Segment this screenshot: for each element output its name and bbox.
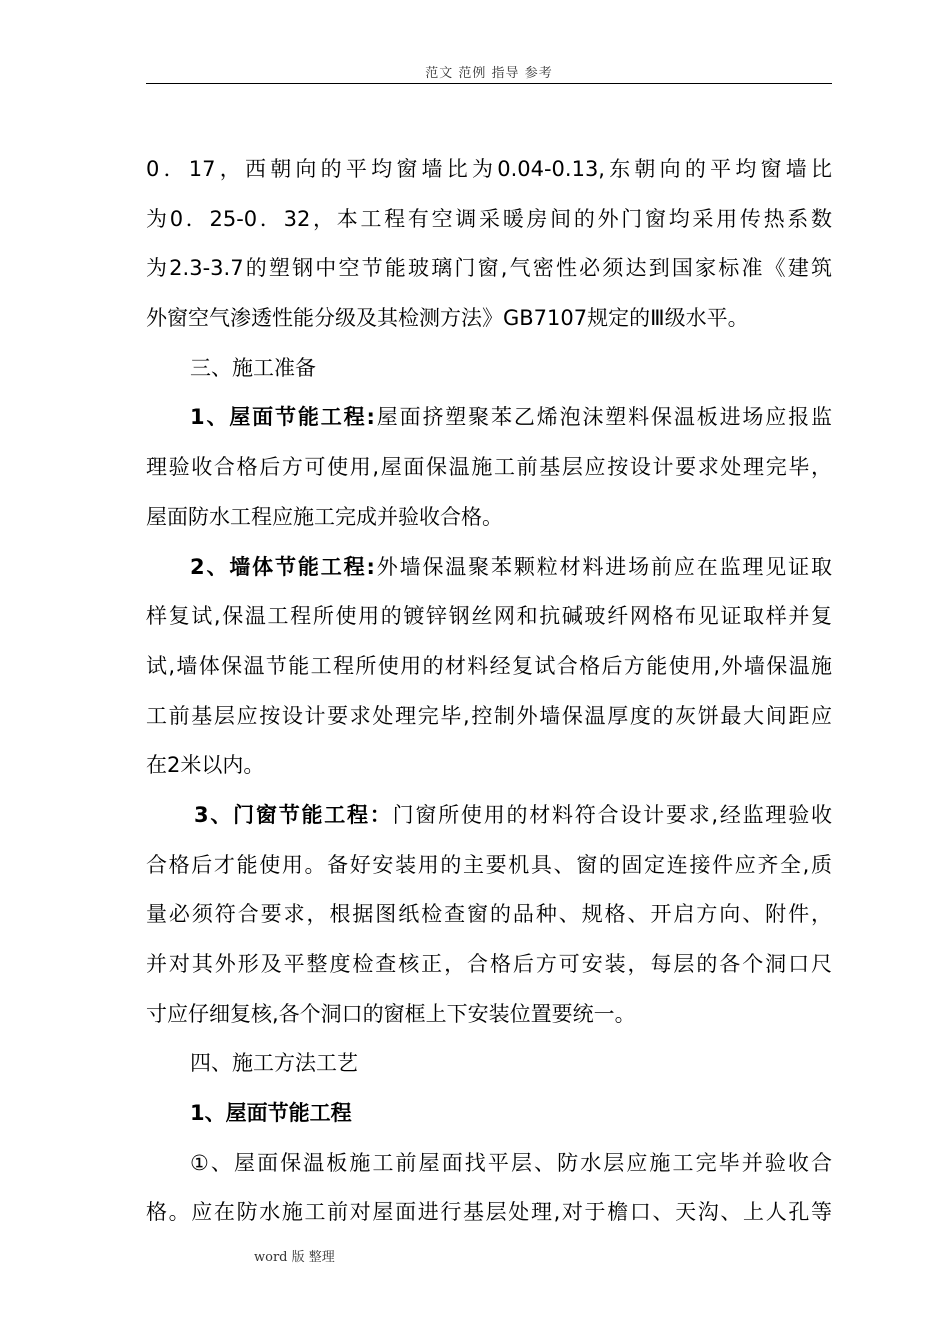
line-text: 在2米以内。 xyxy=(146,753,265,778)
line-text: 合格后才能使用。备好安装用的主要机具、窗的固定连接件应齐全,质 xyxy=(146,852,832,877)
heading-text: 四、施工方法工艺 xyxy=(190,1051,358,1076)
line-text: 屋面挤塑聚苯乙烯泡沫塑料保温板进场应报监 xyxy=(374,405,832,430)
heading-text: 三、施工准备 xyxy=(190,355,316,380)
line-text: 试,墙体保温节能工程所使用的材料经复试合格后方能使用,外墙保温施 xyxy=(146,653,832,678)
header-divider xyxy=(146,83,832,84)
body-line-6 xyxy=(146,393,832,443)
subheading-roof: 1、屋面节能工程: xyxy=(190,405,375,430)
body-line-8 xyxy=(146,493,832,543)
body-line-22 xyxy=(146,1188,832,1238)
body-line-17 xyxy=(146,940,832,990)
body-line-13 xyxy=(146,741,832,791)
body-line-7 xyxy=(146,443,832,493)
line-text: 门窗所使用的材料符合设计要求,经监理验收 xyxy=(392,802,832,827)
body-line-18 xyxy=(146,990,832,1040)
body-line-11 xyxy=(146,642,832,692)
line-text: 寸应仔细复核,各个洞口的窗框上下安装位置要统一。 xyxy=(146,1001,636,1026)
line-text: 样复试,保温工程所使用的镀锌钢丝网和抗碱玻纤网格布见证取样并复 xyxy=(146,604,832,629)
page-header: 范文 范例 指导 参考 xyxy=(425,66,553,81)
line-text: 工前基层应按设计要求处理完毕,控制外墙保温厚度的灰饼最大间距应 xyxy=(146,703,832,728)
line-text: 外窗空气渗透性能分级及其检测方法》GB7107规定的Ⅲ级水平。 xyxy=(146,306,749,331)
body-line-1 xyxy=(146,145,832,195)
section-heading-methods xyxy=(146,1039,832,1089)
subheading-wall: 2、墙体节能工程: xyxy=(190,554,375,579)
document-body xyxy=(146,145,832,1238)
body-line-4 xyxy=(146,294,832,344)
page-footer: word 版 整理 xyxy=(254,1250,335,1265)
body-line-9 xyxy=(146,543,832,593)
line-text: 屋面防水工程应施工完成并验收合格。 xyxy=(146,504,503,529)
section-heading-preparation xyxy=(146,344,832,394)
body-line-16 xyxy=(146,890,832,940)
line-text: ①、屋面保温板施工前屋面找平层、防水层应施工完毕并验收合 xyxy=(190,1150,832,1175)
body-line-10 xyxy=(146,592,832,642)
subheading-windows: 3、门窗节能工程： xyxy=(194,802,393,827)
body-line-15 xyxy=(146,841,832,891)
body-line-21 xyxy=(146,1139,832,1189)
line-text: 0．17，西朝向的平均窗墙比为0.04-0.13,东朝向的平均窗墙比 xyxy=(146,157,832,181)
subheading-roof-method: 1、屋面节能工程 xyxy=(190,1101,352,1126)
body-line-12 xyxy=(146,692,832,742)
line-text: 为2.3-3.7的塑钢中空节能玻璃门窗,气密性必须达到国家标准《建筑 xyxy=(146,256,832,281)
line-text: 并对其外形及平整度检查核正，合格后方可安装，每层的各个洞口尺 xyxy=(146,952,832,976)
body-line-3 xyxy=(146,244,832,294)
line-text: 格。应在防水施工前对屋面进行基层处理,对于檐口、天沟、上人孔等 xyxy=(146,1200,832,1225)
body-line-2 xyxy=(146,195,832,245)
line-text: 量必须符合要求，根据图纸检查窗的品种、规格、开启方向、附件， xyxy=(146,902,832,927)
line-text: 理验收合格后方可使用,屋面保温施工前基层应按设计要求处理完毕， xyxy=(146,455,832,480)
line-text: 外墙保温聚苯颗粒材料进场前应在监理见证取 xyxy=(374,554,832,579)
body-line-14 xyxy=(146,791,832,841)
line-text: 为0．25-0．32，本工程有空调采暖房间的外门窗均采用传热系数 xyxy=(146,206,832,231)
body-line-20 xyxy=(146,1089,832,1139)
